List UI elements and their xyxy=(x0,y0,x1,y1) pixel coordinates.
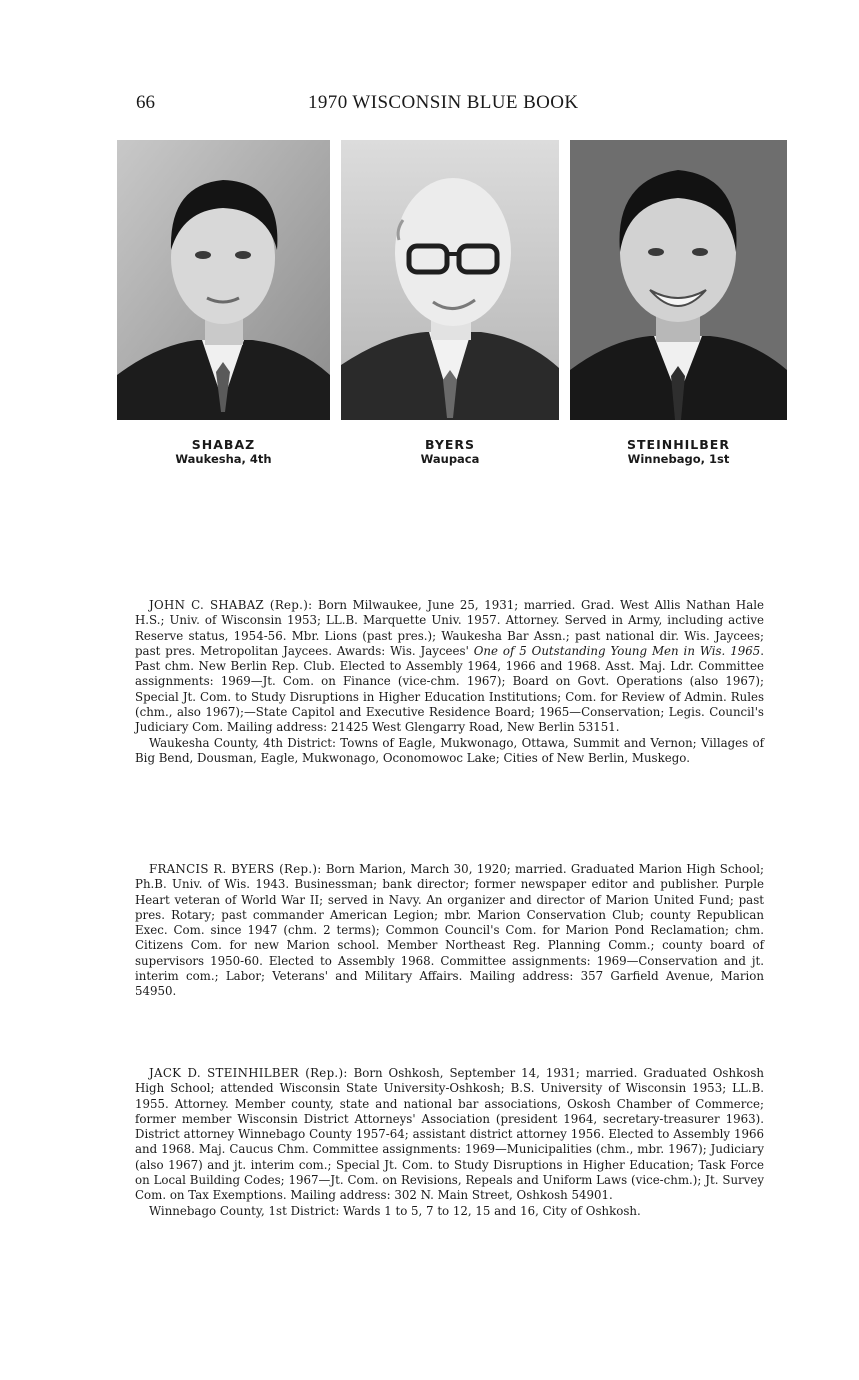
district-description: Waukesha County, 4th District: Towns of Eagle, Mukwonago, Ottawa, Summit and Vernon; Villages of Big Bend, Dousman, Eagle, Mukwonago, Oconomowoc Lake; Cities of New Berlin, Muskego. xyxy=(135,735,764,765)
biography-text: Born Oshkosh, September 14, 1931; married. Graduated Oshkosh High School; attended Wisconsin State University-Oshkosh; B.S. University of Wisconsin 1953; LL.B. 1955. Attorney. Member county, state and national bar associations, Oskosh Chamber of Commerce; former member Wisconsin District Attorneys' Association (president 1964, secretary-treasurer 1963). District attorney Winnebago County 1957-64; assistant district attorney 1956. Elected to Assembly 1966 and 1968. Maj. Caucus Chm. Committee assignments: 1969—Municipalities (chm., mbr. 1967); Judiciary (also 1967) and jt. interim com.; Special Jt. Com. to Study Disruptions in Higher Education; Task Force on Local Building Codes; 1967—Jt. Com. on Revisions, Repeals and Uniform Laws (vice-chm.); Jt. Survey Com. on Tax Exemptions. Mailing address: 302 N. Main Street, Oshkosh 54901. xyxy=(135,1066,764,1203)
biography-lead: FRANCIS R. BYERS (Rep.): xyxy=(149,862,322,876)
biography-text: Born Marion, March 30, 1920; married. Graduated Marion High School; Ph.B. Univ. of Wis. 1943. Businessman; bank director; former newspaper editor and publisher. Purple Heart veteran of World War II; served in Navy. An organizer and director of Marion United Fund; past pres. Rotary; past commander American Legion; mbr. Marion Conservation Club; county Republican Exec. Com. since 1947 (chm. 2 terms); Common Council's Com. for Marion Pond Reclamation; chm. Citizens Com. for new Marion school. Member Northeast Reg. Planning Comm.; county board of supervisors 1950-60. Elected to Assembly 1968. Committee assignments: 1969—Conservation and jt. interim com.; Labor; Veterans' and Military Affairs. Mailing address: 357 Garfield Avenue, Marion 54950. xyxy=(135,862,764,999)
portrait-name: BYERS xyxy=(424,437,476,452)
page-header xyxy=(0,92,859,118)
portrait-name: STEINHILBER xyxy=(627,437,730,452)
biography-paragraph xyxy=(135,862,764,1000)
biography-paragraph xyxy=(135,1066,764,1204)
portrait-caption-shabaz xyxy=(117,437,330,467)
biography-text: Born Milwaukee, June 25, 1931; married. Grad. West Allis Nathan Hale H.S.; Univ. of Wisconsin 1953; LL.B. Marquette Univ. 1957. Attorney. Served in Army, including active Reserve status, 1954-56. Mbr. Lions (past pres.); Waukesha Bar Assn.; past national dir. Wis. Jaycees; past pres. Metropolitan Jaycees. Awards: Wis. Jaycees' xyxy=(135,598,764,658)
book-title: 1970 WISCONSIN BLUE BOOK xyxy=(308,92,579,113)
biography-shabaz xyxy=(135,598,764,766)
portrait-district: Waukesha, 4th xyxy=(175,452,272,466)
award-title: One of 5 Outstanding Young Men in Wis. 1965 xyxy=(473,643,761,658)
portrait-name: SHABAZ xyxy=(191,437,256,452)
district-description: Winnebago County, 1st District: Wards 1 to 5, 7 to 12, 15 and 16, City of Oshkosh. xyxy=(149,1203,641,1218)
biography-paragraph xyxy=(135,598,764,736)
portrait-photo-byers xyxy=(341,140,559,420)
portrait-caption-steinhilber xyxy=(570,437,787,467)
biography-text: . Past chm. New Berlin Rep. Club. Elected to Assembly 1964, 1966 and 1968. Asst. Maj. Ldr. Committee assignments: 1969—Jt. Com. on Finance (vice-chm. 1967); Board on Govt. Operations (also 1967); Special Jt. Com. to Study Disruptions in Higher Education Institutions; Com. for Review of Admin. Rules (chm., also 1967);—State Capitol and Executive Residence Board; 1965—Conservation; Legis. Council's Judiciary Com. Mailing address: 21425 West Glengarry Road, New Berlin 53151. xyxy=(135,643,764,735)
biography-lead: JOHN C. SHABAZ (Rep.): xyxy=(149,598,313,612)
biography-lead: JACK D. STEINHILBER (Rep.): xyxy=(149,1066,348,1080)
page-number: 66 xyxy=(136,92,155,113)
biography-steinhilber xyxy=(135,1066,764,1219)
portrait-district: Winnebago, 1st xyxy=(627,452,730,466)
biography-byers xyxy=(135,862,764,1000)
portrait-district: Waupaca xyxy=(420,452,480,466)
portrait-caption-byers xyxy=(341,437,559,467)
portrait-photo-shabaz xyxy=(117,140,330,420)
portrait-photo-steinhilber xyxy=(570,140,787,420)
